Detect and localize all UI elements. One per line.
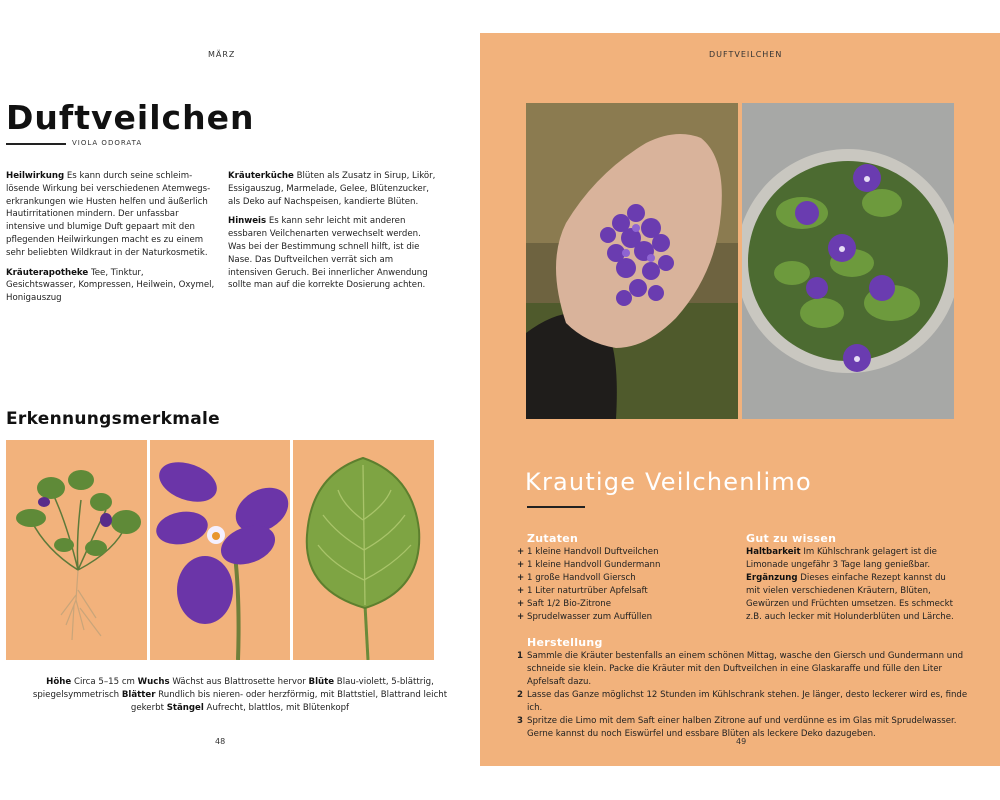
photo-flower-closeup [150, 440, 290, 660]
text-kraeuterapotheke: Tee, Tinktur, Gesichtswasser, Kompressen, Heilwein, Oxymel, Honigauszug [6, 267, 215, 304]
label-kraeuterapotheke: Kräuterapotheke [6, 267, 89, 278]
step-number: 3 [517, 716, 523, 726]
text-column-1 [6, 170, 216, 312]
label-heilwirkung: Heilwirkung [6, 171, 65, 181]
ingredient-item: + 1 große Handvoll Giersch [517, 572, 737, 585]
label-blaetter: Blätter [121, 690, 156, 700]
photo-whole-plant [6, 440, 147, 660]
paragraph-kraeuterapotheke [6, 267, 216, 305]
step-number: 2 [517, 690, 523, 700]
recipe-title-rule [527, 506, 585, 508]
text-blaetter: Rundlich bis nieren- oder herzförmig, mit Blattstiel, Blattrand leicht gekerbt [130, 690, 448, 713]
recipe-title: Krautige Veilchenlimo [525, 468, 812, 496]
heading-zutaten: Zutaten [527, 532, 579, 545]
label-haltbarkeit: Haltbarkeit [746, 547, 801, 557]
paragraph-kraeuterkueche [228, 170, 438, 208]
features-caption [20, 676, 460, 715]
label-bluete: Blüte [308, 677, 335, 687]
step-item [517, 650, 982, 689]
text-hinweis: Es kann sehr leicht mit anderen essbaren Veilchenarten verwechselt werden. Was bei der Bestimmung schnell hilft, ist die Nase. Das Duftveilchen verrät sich am intensiven Geruch. Bei innerlicher Anwendung sollte man auf die korrekte Dosierung achten. [228, 216, 428, 291]
ingredient-item: + 1 kleine Handvoll Duftveilchen [517, 546, 737, 559]
text-haltbarkeit: Im Kühlschrank gelagert ist die Limonade ungefähr 3 Tage lang genießbar. [746, 547, 937, 570]
whole-plant-illustration [6, 440, 147, 660]
photo-hand-with-violets [526, 103, 738, 419]
left-page [0, 0, 480, 800]
text-bluete: Blau-violett, 5-blättrig, spiegelsymmetrisch [32, 677, 434, 700]
ingredient-item: + Sprudelwasser zum Auffüllen [517, 611, 737, 624]
step-text: Spritze die Limo mit dem Saft einer halben Zitrone auf und verdünne es im Glas mit Sprudelwasser. Gerne kannst du noch Eiswürfel und essbare Blüten als leckere Deko dazugeben. [527, 716, 957, 739]
good-to-know-text [746, 546, 961, 624]
botanical-name: VIOLA ODORATA [72, 139, 143, 147]
text-staengel: Aufrecht, blattlos, mit Blütenkopf [203, 703, 350, 713]
text-wuchs: Wächst aus Blattrosette hervor [169, 677, 309, 687]
label-kraeuterkueche: Kräuterküche [228, 171, 294, 181]
title-rule [6, 143, 66, 145]
step-item [517, 715, 982, 741]
ingredient-item: + 1 kleine Handvoll Gundermann [517, 559, 737, 572]
text-kraeuterkueche: Blüten als Zusatz in Sirup, Likör, Essigauszug, Marmelade, Gelee, Blütenzucker, als Deko auf Nachspeisen, kandierte Blüten. [228, 171, 436, 207]
ingredients-list [517, 546, 737, 624]
violet-flower-illustration [150, 440, 290, 660]
text-hoehe: Circa 5–15 cm [71, 677, 138, 687]
running-head-right: DUFTVEILCHEN [709, 50, 783, 59]
label-staengel: Stängel [166, 703, 204, 713]
paragraph-heilwirkung [6, 170, 216, 260]
text-heilwirkung: Es kann durch seine schleimlösende Wirkung bei verschiedenen Atemwegserkrankungen wie Husten helfen und äußerlich Hautirritationen mindern. Der unfassbar intensive und blumige Duft gepaart mit den pflegenden Heilwirkungen macht es zu einem sehr beliebten Wildkraut in der Naturkosmetik. [6, 171, 211, 258]
paragraph-hinweis [228, 215, 438, 292]
page-title: Duftveilchen [6, 98, 255, 137]
text-column-2 [228, 170, 438, 299]
step-item [517, 689, 982, 715]
preparation-steps [517, 650, 982, 741]
photo-violets-in-glass [742, 103, 954, 419]
page-number-right: 49 [736, 737, 747, 746]
ingredient-item: + Saft 1/2 Bio-Zitrone [517, 598, 737, 611]
glass-violets-illustration [742, 103, 954, 419]
page-number-left: 48 [215, 737, 226, 746]
heading-gut-zu-wissen: Gut zu wissen [746, 532, 837, 545]
step-text: Lasse das Ganze möglichst 12 Stunden im Kühlschrank stehen. Je länger, desto leckerer wird es, finde ich. [527, 690, 968, 713]
heading-herstellung: Herstellung [527, 636, 603, 649]
step-text: Sammle die Kräuter bestenfalls an einem schönen Mittag, wasche den Giersch und Gundermann und schneide sie klein. Packe die Kräuter mit den Duftveilchen in eine Glaskaraffe und fülle den Liter Apfelsaft dazu. [527, 651, 964, 687]
text-ergaenzung: Dieses einfache Rezept kannst du mit vielen verschiedenen Kräutern, Blüten, Gewürzen und Früchten umsetzen. Es schmeckt z.B. auch lecker mit Holunderblüten und Lärche. [746, 573, 954, 622]
label-hoehe: Höhe [46, 677, 72, 687]
label-hinweis: Hinweis [228, 216, 267, 227]
label-ergaenzung: Ergänzung [746, 573, 798, 583]
section-title-erkennungsmerkmale: Erkennungsmerkmale [6, 409, 220, 429]
leaf-illustration [293, 440, 434, 660]
ingredient-item: + 1 Liter naturtrüber Apfelsaft [517, 585, 737, 598]
hand-violets-illustration [526, 103, 738, 419]
photo-leaf [293, 440, 434, 660]
label-wuchs: Wuchs [137, 677, 170, 687]
running-head-left: MÄRZ [208, 50, 236, 59]
step-number: 1 [517, 651, 523, 661]
